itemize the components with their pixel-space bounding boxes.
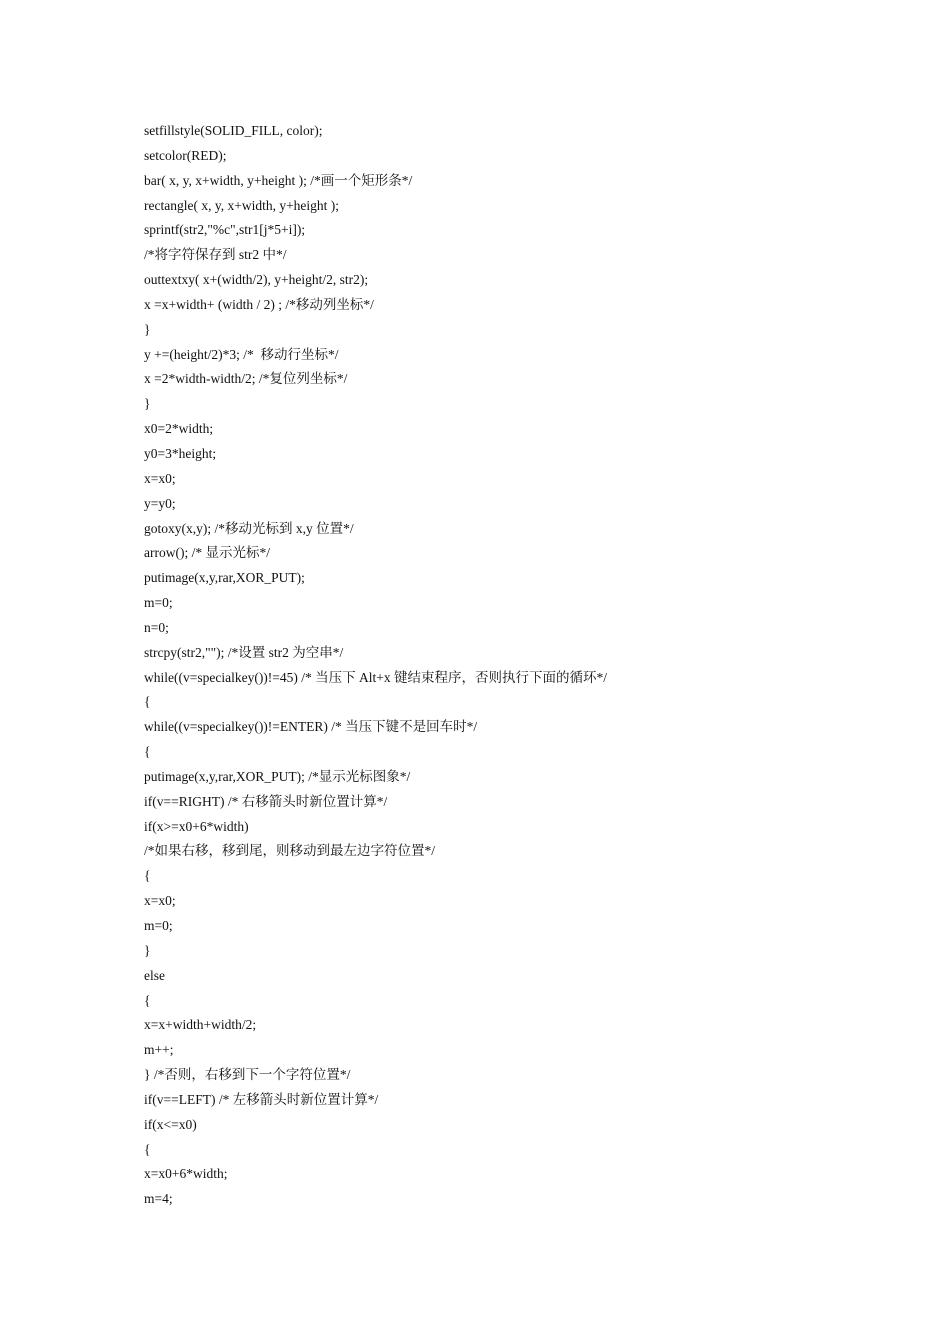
- code-line: gotoxy(x,y); /*移动光标到 x,y 位置*/: [144, 520, 354, 536]
- code-line: x=x+width+width/2;: [144, 1017, 257, 1033]
- code-line: putimage(x,y,rar,XOR_PUT);: [144, 570, 305, 586]
- code-line: x0=2*width;: [144, 421, 214, 437]
- code-line: rectangle( x, y, x+width, y+height );: [144, 197, 340, 213]
- code-line: setcolor(RED);: [144, 147, 227, 163]
- code-line: }: [144, 396, 151, 412]
- code-line: x =x+width+ (width / 2) ; /*移动列坐标*/: [144, 296, 374, 312]
- code-line: } /*否则，右移到下一个字符位置*/: [144, 1067, 351, 1083]
- code-line: /*如果右移，移到尾，则移动到最左边字符位置*/: [144, 843, 436, 859]
- code-line: if(v==LEFT) /* 左移箭头时新位置计算*/: [144, 1091, 379, 1107]
- code-line: while((v=specialkey())!=ENTER) /* 当压下键不是回车时*/: [144, 719, 478, 735]
- code-line: strcpy(str2,""); /*设置 str2 为空串*/: [144, 644, 344, 660]
- code-line: x=x0;: [144, 470, 176, 486]
- code-line: x=x0;: [144, 893, 176, 909]
- code-line: putimage(x,y,rar,XOR_PUT); /*显示光标图象*/: [144, 768, 411, 784]
- code-line: x=x0+6*width;: [144, 1166, 228, 1182]
- code-line: {: [144, 744, 151, 760]
- code-line: outtextxy( x+(width/2), y+height/2, str2);: [144, 272, 369, 288]
- code-line: else: [144, 967, 165, 983]
- code-line: /*将字符保存到 str2 中*/: [144, 247, 287, 263]
- code-line: m=0;: [144, 918, 173, 933]
- code-line: }: [144, 321, 151, 337]
- code-line: setfillstyle(SOLID_FILL, color);: [144, 123, 323, 138]
- code-line: y=y0;: [144, 495, 176, 511]
- code-line: bar( x, y, x+width, y+height ); /*画一个矩形条*/: [144, 172, 413, 188]
- code-line: {: [144, 868, 151, 884]
- code-listing: [144, 119, 607, 1212]
- code-line: if(x>=x0+6*width): [144, 818, 249, 834]
- code-line: }: [144, 942, 151, 958]
- code-line: x =2*width-width/2; /*复位列坐标*/: [144, 371, 348, 387]
- code-line: m=0;: [144, 595, 173, 611]
- code-line: y +=(height/2)*3; /* 移动行坐标*/: [144, 346, 339, 362]
- code-line: m++;: [144, 1042, 174, 1058]
- code-line: {: [144, 694, 151, 710]
- code-line: arrow(); /* 显示光标*/: [144, 545, 270, 561]
- code-line: while((v=specialkey())!=45) /* 当压下 Alt+x 键结束程序，否则执行下面的循环*/: [144, 669, 608, 685]
- code-line: y0=3*height;: [144, 445, 217, 461]
- code-line: n=0;: [144, 619, 169, 635]
- code-line: if(x<=x0): [144, 1116, 197, 1132]
- code-line: sprintf(str2,"%c",str1[j*5+i]);: [144, 222, 306, 238]
- code-line: m=4;: [144, 1191, 173, 1207]
- code-line: {: [144, 1141, 151, 1157]
- code-line: if(v==RIGHT) /* 右移箭头时新位置计算*/: [144, 793, 388, 809]
- code-line: {: [144, 992, 151, 1008]
